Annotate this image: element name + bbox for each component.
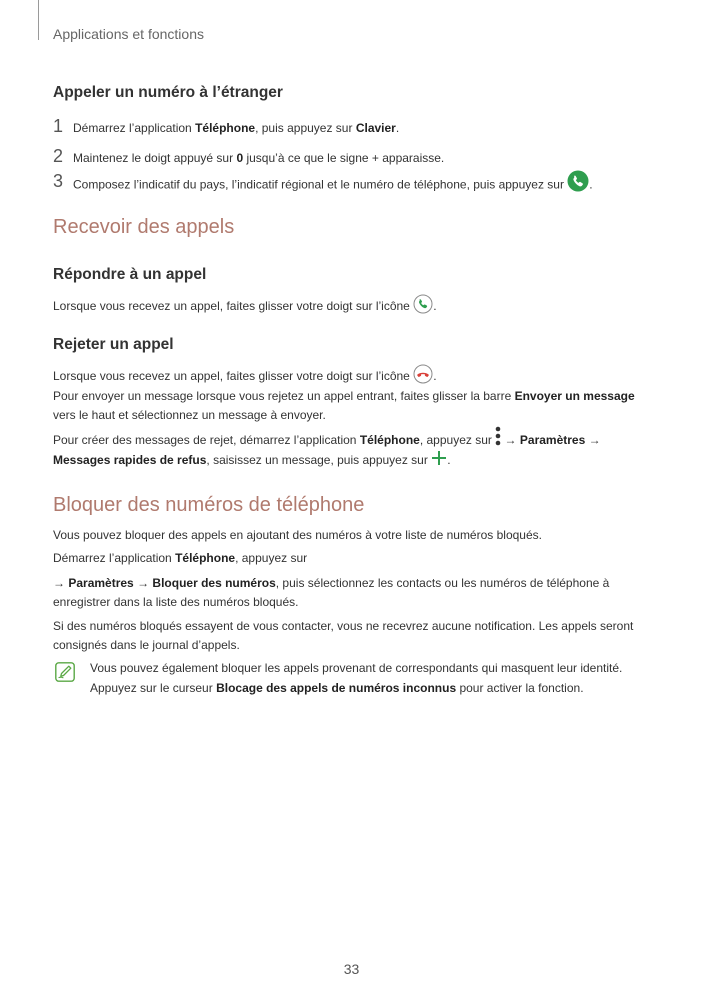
heading-receive-calls: Recevoir des appels	[53, 216, 235, 238]
keyword: Envoyer un message	[514, 389, 635, 403]
document-page: Applications et fonctions Appeler un numéro à l’étranger 1 Démarrez l’application Téléphone, puis appuyez sur Clavier. 2 Maintenez le doigt appuyé sur 0 jusqu’à ce que le signe + apparaisse. 3 Composez l’indicatif du pays, l’indicatif régional et le numéro de téléphone, puis appuyez sur . Recevoir des appels Répondre à un appel Lorsque vous recevez un appel, faites glisser votre doigt sur l’icône . Rejeter un appel Lorsque vous recevez un appel, faites glisser votre doigt sur l’icône . Pour envoyer un message lorsque vous rejetez un appel entrant, faites glisser la barre Envoyer un message vers le haut et sélectionnez un message à envoyer. Pour créer des messages de rejet, démarrez l’application Téléphone, appuyez sur → Paramètres → Messages rapides de refus, saisissez un message, puis appuyez sur . Bloquer des numéros de téléphone Vous pouvez bloquer des appels en ajoutant des numéros à votre liste de numéros bloqués. Démarrez l’application Téléphone, appuyez sur → Paramètres → Bloquer des numéros, puis sélectionnez les contacts ou les numéros de téléphone à enregistrer dans la liste des numéros bloqués. Si des numéros bloqués essayent de vous contacter, vous ne recevrez aucune notification. Les appels seront consignés dans le journal d’appels. Vous pouvez également bloquer les appels provenant de correspondants qui masquent leur identité. Appuyez sur le curseur Blocage des appels de numéros inconnus pour activer la fonction. 33	[0, 0, 703, 994]
note-line-2: Appuyez sur le curseur Blocage des appels de numéros inconnus pour activer la fonction.	[90, 681, 584, 695]
add-icon	[431, 450, 447, 472]
keyword: Téléphone	[359, 433, 420, 448]
step-number: 3	[53, 171, 64, 191]
keyword: Clavier	[355, 121, 396, 135]
paragraph-reject-3-line2: Messages rapides de refus, saisissez un message, puis appuyez sur .	[53, 450, 451, 472]
paragraph-reject-3: Pour créer des messages de rejet, démarrez l’application Téléphone, appuyez sur → Paramètres →	[53, 430, 601, 452]
paragraph-block-4-line2: consignés dans le journal d’appels.	[53, 638, 240, 652]
keyword: Messages rapides de refus	[53, 453, 207, 468]
phone-call-icon	[567, 170, 589, 195]
heading-call-abroad: Appeler un numéro à l’étranger	[53, 84, 283, 101]
paragraph-block-1: Vous pouvez bloquer des appels en ajoutant des numéros à votre liste de numéros bloqués.	[53, 528, 542, 542]
step-number: 1	[53, 116, 64, 136]
paragraph-block-3: → Paramètres → Bloquer des numéros, puis sélectionnez les contacts ou les numéros de téléphone à	[53, 576, 610, 590]
paragraph-block-3-line2: enregistrer dans la liste des numéros bloqués.	[53, 595, 299, 609]
keyword: Paramètres	[68, 576, 134, 590]
paragraph-block-4: Si des numéros bloqués essayent de vous contacter, vous ne recevrez aucune notification. Les appels seront	[53, 619, 634, 633]
page-header: Applications et fonctions	[53, 26, 204, 42]
paragraph-reject-2-line2: vers le haut et sélectionnez un message à envoyer.	[53, 408, 326, 422]
step-number: 2	[53, 146, 64, 166]
paragraph-block-2: Démarrez l’application Téléphone, appuyez sur	[53, 551, 308, 565]
keyword: Paramètres	[519, 433, 586, 448]
paragraph-answer: Lorsque vous recevez un appel, faites glisser votre doigt sur l’icône .	[53, 294, 437, 320]
header-divider	[38, 0, 39, 40]
keyword: Téléphone	[175, 551, 236, 565]
heading-answer-call: Répondre à un appel	[53, 266, 207, 283]
paragraph-reject-1: Lorsque vous recevez un appel, faites glisser votre doigt sur l’icône .	[53, 364, 437, 390]
note-icon	[55, 662, 75, 687]
keyword: Téléphone	[195, 121, 256, 135]
heading-block-numbers: Bloquer des numéros de téléphone	[53, 494, 365, 516]
answer-call-icon	[413, 294, 433, 320]
keyword: 0	[236, 151, 244, 165]
heading-reject-call: Rejeter un appel	[53, 336, 174, 353]
keyword: Bloquer des numéros	[152, 576, 276, 590]
paragraph-reject-2: Pour envoyer un message lorsque vous rejetez un appel entrant, faites glisser la barre Envoyer un message	[53, 389, 635, 403]
keyword: Blocage des appels de numéros inconnus	[216, 681, 457, 695]
page-number: 33	[343, 961, 360, 977]
note-line-1: Vous pouvez également bloquer les appels provenant de correspondants qui masquent leur identité.	[90, 661, 623, 675]
